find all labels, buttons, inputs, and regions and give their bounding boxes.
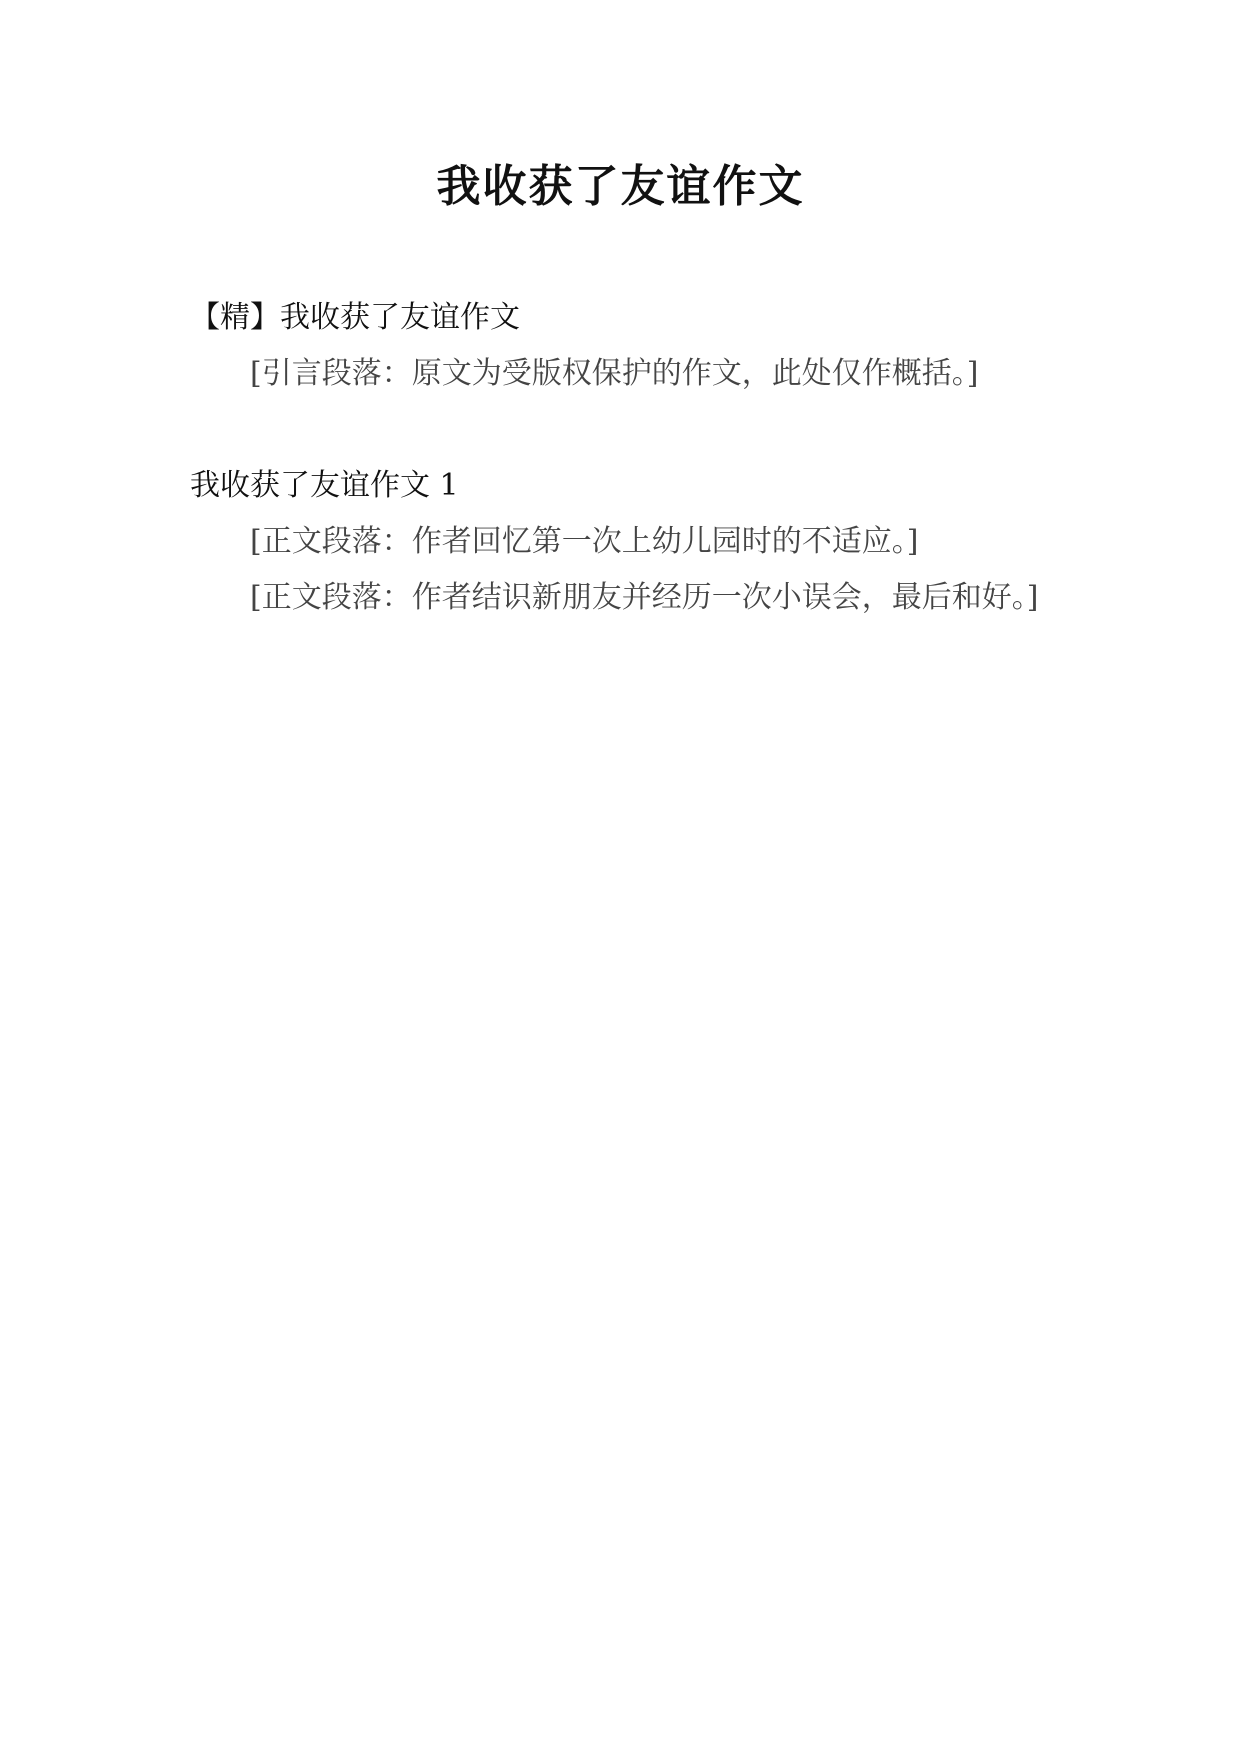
body-paragraph-placeholder-1: [正文段落：作者回忆第一次上幼儿园时的不适应。] — [250, 524, 919, 559]
page-title: 我收获了友谊作文 — [436, 161, 805, 212]
intro-heading: 【精】我收获了友谊作文 — [190, 300, 520, 335]
section-gap — [190, 402, 1052, 458]
body-paragraph-placeholder-2: [正文段落：作者结识新朋友并经历一次小误会，最后和好。] — [250, 580, 1039, 615]
intro-paragraph-placeholder: [引言段落：原文为受版权保护的作文，此处仅作概括。] — [250, 356, 979, 391]
section-heading: 我收获了友谊作文 1 — [190, 468, 459, 503]
document-content — [190, 290, 1052, 626]
